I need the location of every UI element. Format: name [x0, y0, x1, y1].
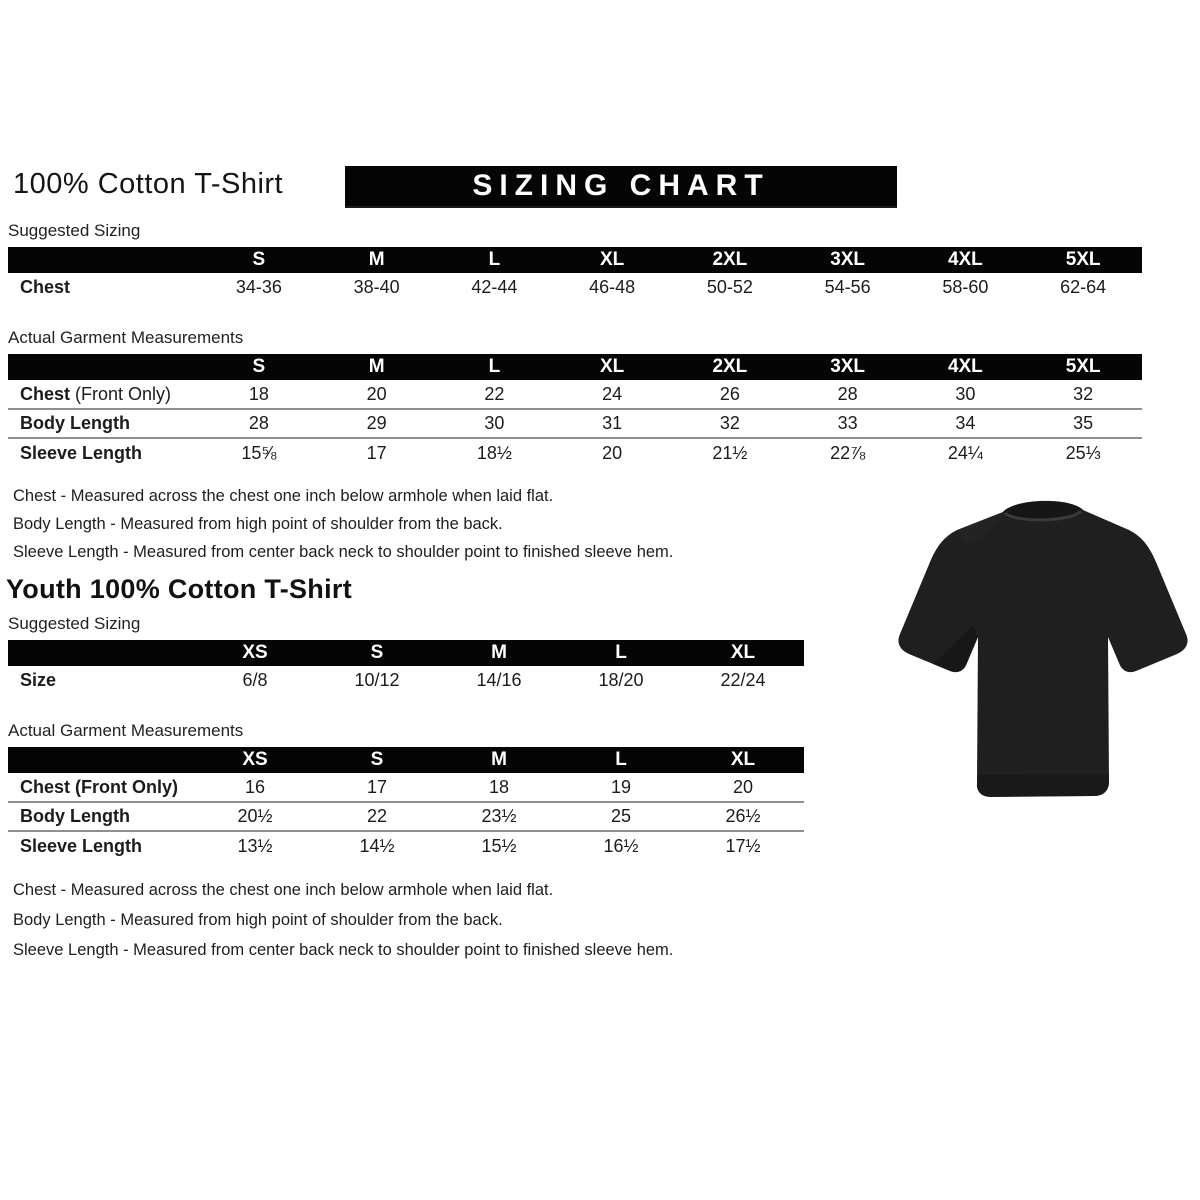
measurement-value: 31 [553, 409, 671, 438]
measurement-value: 19 [610, 776, 632, 797]
measurement-value: 18/20 [598, 670, 644, 690]
size-column-header: 5XL [1024, 354, 1142, 380]
measurement-value: 35 [1024, 409, 1142, 438]
measurement-value: 10/12 [354, 670, 400, 690]
measurement-value: 18½ [436, 438, 554, 467]
measurement-value: 17 [318, 438, 436, 467]
measurement-row [8, 831, 804, 860]
page-header [0, 166, 1200, 212]
table-header-row [8, 247, 1142, 273]
size-column-header: 4XL [907, 354, 1025, 380]
size-column-header: 2XL [671, 354, 789, 380]
table-header-row [8, 354, 1142, 380]
table-header-row [8, 747, 804, 773]
measurement-value: 16½ [560, 831, 682, 860]
page-title: 100% Cotton T-Shirt [13, 168, 284, 200]
adult-actual-measurements-label: Actual Garment Measurements [8, 328, 244, 347]
sizing-chart-banner-label: SIZING CHART [472, 169, 770, 202]
measurement-value: 17 [366, 776, 388, 797]
measurement-value: 16 [244, 776, 266, 797]
measurement-row-label: Chest (Front Only) [20, 383, 172, 404]
measurement-row [8, 802, 804, 831]
adult-suggested-sizing-label: Suggested Sizing [8, 221, 141, 240]
measurement-value: 25 [560, 802, 682, 831]
measurement-row [8, 409, 1142, 438]
measurement-value: 30 [955, 383, 976, 404]
size-column-header: L [560, 640, 682, 666]
table-header-spacer [8, 354, 200, 380]
table-header-spacer [8, 747, 194, 773]
measurement-value: 42-44 [471, 277, 518, 297]
measurement-value: 62-64 [1060, 277, 1107, 297]
measurement-value: 22 [316, 802, 438, 831]
size-column-header: XL [682, 640, 804, 666]
size-column-header: XS [194, 747, 316, 773]
measurement-value: 20½ [194, 802, 316, 831]
size-column-header: L [436, 247, 554, 273]
size-column-header: XS [194, 640, 316, 666]
measurement-value: 34 [907, 409, 1025, 438]
size-column-header: 3XL [789, 354, 907, 380]
measurement-row [8, 438, 1142, 467]
black-tshirt-photo [893, 486, 1193, 808]
measurement-value: 20 [553, 438, 671, 467]
size-column-header: L [436, 354, 554, 380]
measurement-value: 24 [602, 383, 623, 404]
size-column-header: 3XL [789, 247, 907, 273]
measurement-value: 23½ [438, 802, 560, 831]
measurement-value: 22/24 [720, 670, 766, 690]
tshirt-illustration [893, 486, 1193, 808]
measurement-value: 15⅝ [200, 438, 318, 467]
size-column-header: S [316, 640, 438, 666]
measurement-value: 22 [484, 383, 505, 404]
measurement-value: 14/16 [476, 670, 522, 690]
youth-suggested-sizing-label: Suggested Sizing [8, 614, 141, 633]
note-sleeve-length: Sleeve Length - Measured from center back neck to shoulder point to finished sleeve hem. [13, 941, 674, 959]
size-column-header: 2XL [671, 247, 789, 273]
measurement-value: 28 [837, 383, 858, 404]
youth-suggested-sizing-table [8, 640, 804, 695]
measurement-value: 26½ [682, 802, 804, 831]
table-header-spacer [8, 247, 200, 273]
measurement-row-label: Chest (Front Only) [20, 776, 178, 797]
measurement-row-label: Sleeve Length [8, 831, 194, 860]
measurement-value: 58-60 [942, 277, 989, 297]
measurement-value: 34-36 [235, 277, 282, 297]
measurement-value: 28 [200, 409, 318, 438]
sizing-chart-banner [345, 166, 897, 208]
measurement-value: 13½ [194, 831, 316, 860]
youth-actual-measurements-table [8, 747, 804, 860]
measurement-value: 24¼ [907, 438, 1025, 467]
adult-suggested-sizing-table [8, 247, 1142, 302]
size-column-header: XL [553, 247, 671, 273]
table-header-row [8, 640, 804, 666]
measurement-value: 6/8 [242, 670, 268, 690]
measurement-value: 18 [248, 383, 269, 404]
measurement-value: 25⅓ [1024, 438, 1142, 467]
measurement-row [8, 666, 804, 695]
measurement-value: 17½ [682, 831, 804, 860]
measurement-value: 18 [488, 776, 510, 797]
size-column-header: M [318, 247, 436, 273]
measurement-value: 32 [671, 409, 789, 438]
measurement-value: 38-40 [353, 277, 400, 297]
measurement-value: 26 [719, 383, 740, 404]
measurement-value: 50-52 [706, 277, 753, 297]
size-column-header: 5XL [1024, 247, 1142, 273]
size-column-header: S [200, 354, 318, 380]
measurement-value: 20 [732, 776, 754, 797]
note-body-length: Body Length - Measured from high point of shoulder from the back. [13, 911, 503, 929]
size-column-header: S [200, 247, 318, 273]
measurement-value: 46-48 [589, 277, 636, 297]
size-column-header: XL [682, 747, 804, 773]
measurement-value: 30 [436, 409, 554, 438]
size-column-header: S [316, 747, 438, 773]
measurement-row-label: Body Length [8, 802, 194, 831]
measurement-row [8, 773, 804, 802]
measurement-value: 29 [318, 409, 436, 438]
measurement-value: 33 [789, 409, 907, 438]
youth-actual-measurements-label: Actual Garment Measurements [8, 721, 244, 740]
note-sleeve-length: Sleeve Length - Measured from center back neck to shoulder point to finished sleeve hem. [13, 543, 674, 561]
note-body-length: Body Length - Measured from high point of shoulder from the back. [13, 515, 503, 533]
size-column-header: M [318, 354, 436, 380]
note-chest: Chest - Measured across the chest one inch below armhole when laid flat. [13, 487, 554, 505]
size-column-header: XL [553, 354, 671, 380]
measurement-row-label: Size [20, 670, 57, 690]
size-column-header: L [560, 747, 682, 773]
size-column-header: M [438, 747, 560, 773]
size-column-header: M [438, 640, 560, 666]
tshirt-hem-shade [977, 774, 1109, 797]
measurement-value: 15½ [438, 831, 560, 860]
measurement-row-label: Chest [20, 277, 71, 297]
measurement-value: 54-56 [824, 277, 871, 297]
measurement-row-label: Body Length [8, 409, 200, 438]
youth-section-title: Youth 100% Cotton T-Shirt [6, 574, 352, 604]
measurement-value: 14½ [316, 831, 438, 860]
tshirt-body [898, 501, 1187, 797]
measurement-value: 21½ [671, 438, 789, 467]
measurement-row [8, 380, 1142, 409]
note-chest: Chest - Measured across the chest one inch below armhole when laid flat. [13, 881, 554, 899]
size-column-header: 4XL [907, 247, 1025, 273]
measurement-row-label: Sleeve Length [8, 438, 200, 467]
youth-measurement-notes [13, 875, 1200, 965]
table-header-spacer [8, 640, 194, 666]
measurement-row [8, 273, 1142, 302]
adult-actual-measurements-table [8, 354, 1142, 467]
measurement-value: 20 [366, 383, 387, 404]
measurement-value: 22⅞ [789, 438, 907, 467]
measurement-value: 32 [1073, 383, 1094, 404]
